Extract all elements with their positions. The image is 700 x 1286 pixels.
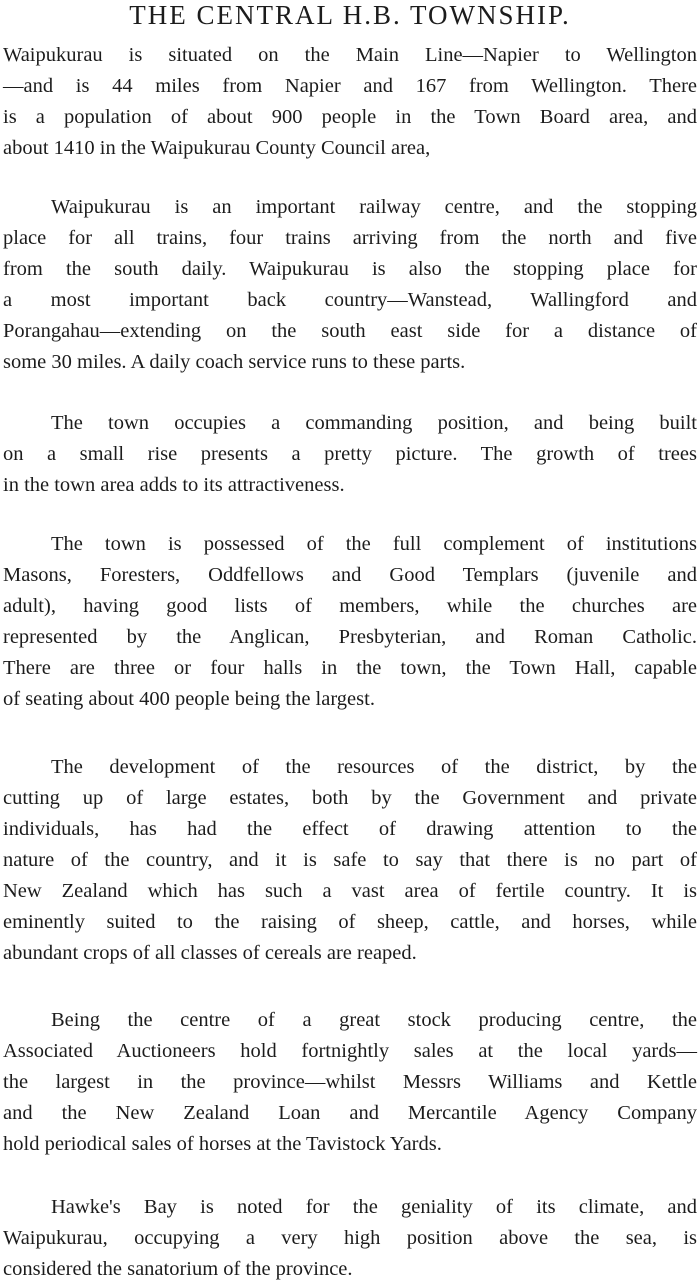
paragraph-climate <box>3 1192 697 1285</box>
text-line: Waipukurau is situated on the Main Line—Napier to Wellington <box>3 44 697 66</box>
text-line: adult), having good lists of members, while the churches are <box>3 595 697 617</box>
text-line: The town occupies a commanding position, and being built <box>51 412 697 434</box>
text-line: Hawke's Bay is noted for the geniality of its climate, and <box>51 1196 697 1218</box>
text-line: from the south daily. Waipukurau is also the stopping place for <box>3 258 697 280</box>
article-title: THE CENTRAL H.B. TOWNSHIP. <box>129 0 571 30</box>
paragraph-location <box>3 40 697 164</box>
text-line: Waipukurau, occupying a very high position above the sea, is <box>3 1227 697 1249</box>
text-line: Being the centre of a great stock producing centre, the <box>51 1009 697 1031</box>
text-line: nature of the country, and it is safe to say that there is no part of <box>3 849 697 871</box>
text-line: Associated Auctioneers hold fortnightly sales at the local yards— <box>3 1040 697 1062</box>
text-line: New Zealand which has such a vast area of fertile country. It is <box>3 880 697 902</box>
paragraph-stock-sales <box>3 1005 697 1160</box>
text-line: The development of the resources of the district, by the <box>51 756 697 778</box>
text-line: in the town area adds to its attractiveness. <box>3 474 345 496</box>
text-line: eminently suited to the raising of sheep, cattle, and horses, while <box>3 911 697 933</box>
text-line: cutting up of large estates, both by the Government and private <box>3 787 697 809</box>
text-line: hold periodical sales of horses at the Tavistock Yards. <box>3 1133 442 1155</box>
text-line: a most important back country—Wanstead, Wallingford and <box>3 289 697 311</box>
paragraph-railway <box>3 192 697 378</box>
paragraph-development <box>3 752 697 969</box>
text-line: is a population of about 900 people in the Town Board area, and <box>3 106 697 128</box>
text-line: Porangahau—extending on the south east side for a distance of <box>3 320 697 342</box>
text-line: on a small rise presents a pretty picture. The growth of trees <box>3 443 697 465</box>
text-line: and the New Zealand Loan and Mercantile Agency Company <box>3 1102 697 1124</box>
text-line: place for all trains, four trains arriving from the north and five <box>3 227 697 249</box>
text-line: considered the sanatorium of the province. <box>3 1258 353 1280</box>
text-line: abundant crops of all classes of cereals are reaped. <box>3 942 417 964</box>
paragraph-position <box>3 408 697 501</box>
text-line: individuals, has had the effect of drawing attention to the <box>3 818 697 840</box>
text-line: The town is possessed of the full complement of institutions <box>51 533 697 555</box>
text-line: of seating about 400 people being the largest. <box>3 688 375 710</box>
text-line: the largest in the province—whilst Messrs Williams and Kettle <box>3 1071 697 1093</box>
text-line: about 1410 in the Waipukurau County Council area, <box>3 137 431 159</box>
text-line: represented by the Anglican, Presbyterian, and Roman Catholic. <box>3 626 697 648</box>
text-line: —and is 44 miles from Napier and 167 from Wellington. There <box>3 75 697 97</box>
paragraph-institutions <box>3 529 697 715</box>
text-line: Waipukurau is an important railway centre, and the stopping <box>51 196 697 218</box>
text-line: Masons, Foresters, Oddfellows and Good Templars (juvenile and <box>3 564 697 586</box>
text-line: some 30 miles. A daily coach service runs to these parts. <box>3 351 466 373</box>
text-line: There are three or four halls in the town, the Town Hall, capable <box>3 657 697 679</box>
